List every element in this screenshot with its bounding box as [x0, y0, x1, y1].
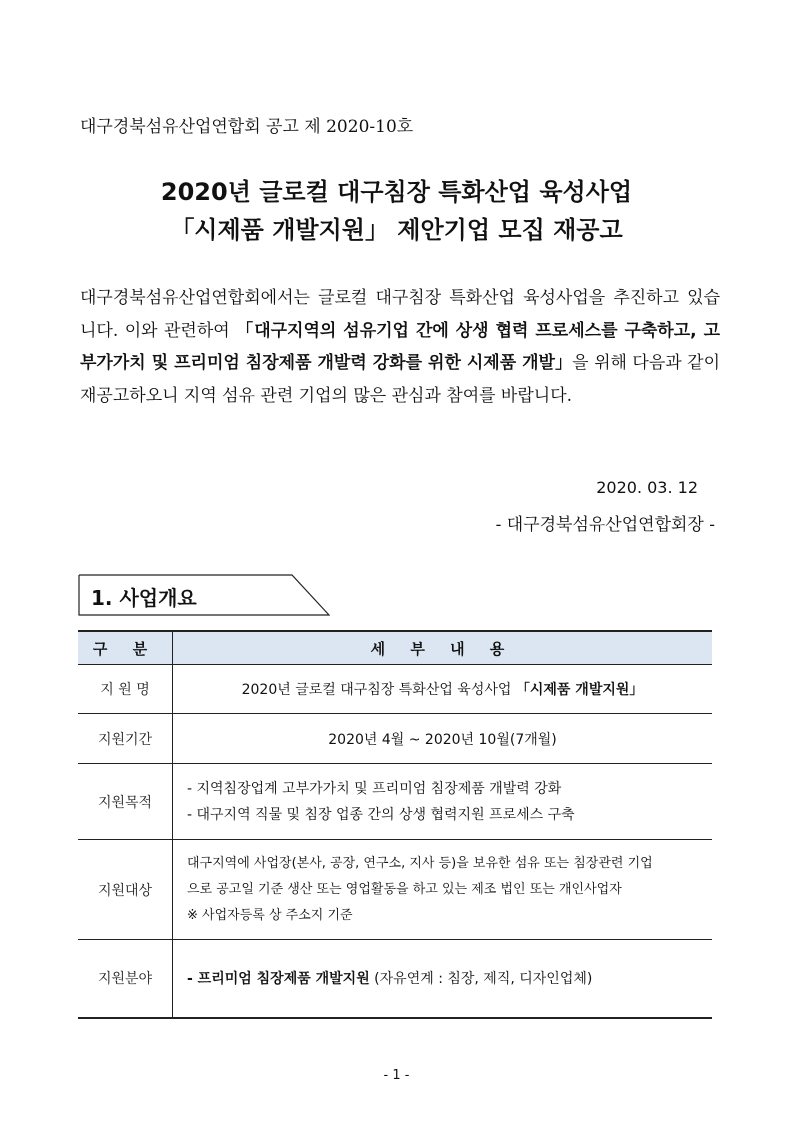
- row-line: 으로 공고일 기준 생산 또는 영업활동을 하고 있는 제조 법인 또는 개인사업자: [187, 881, 622, 897]
- table-header-row: [78, 631, 712, 665]
- table-row: [78, 665, 712, 714]
- document-title: 2020년 글로컬 대구침장 특화산업 육성사업: [160, 178, 633, 206]
- header-category: 구 분: [78, 631, 173, 665]
- table-row: [78, 714, 712, 764]
- section-title: 1. 사업개요: [91, 586, 197, 610]
- document-subtitle: 「시제품 개발지원」 제안기업 모집 재공고: [170, 216, 623, 244]
- row-content: [173, 665, 713, 714]
- row-bold-text: - 프리미엄 침장제품 개발지원: [187, 971, 370, 988]
- row-label: 지원대상: [78, 840, 173, 940]
- table-row: [78, 840, 712, 940]
- row-label: 지 원 명: [78, 665, 173, 714]
- table-row: [78, 764, 712, 840]
- intro-bold: 「대구지역의 섬유기업 간에 상생 협력 프로세스를 구축하고, 고부가가치 및 프리미엄 침장제품 개발력 강화를 위한 시제품 개발」: [80, 320, 721, 373]
- header-details: 세 부 내 용: [173, 631, 713, 665]
- table-row: [78, 940, 712, 1018]
- notice-number: 대구경북섬유산업연합회 공고 제 2020-10호: [80, 117, 414, 137]
- row-content: [173, 840, 713, 940]
- row-label: 지원목적: [78, 764, 173, 840]
- row-text: (자유연계 : 침장, 제직, 디자인업체): [369, 971, 593, 988]
- overview-table: [78, 630, 712, 1019]
- row-label: 지원기간: [78, 714, 173, 764]
- intro-paragraph: [80, 282, 720, 412]
- row-line: - 대구지역 직물 및 침장 업종 간의 상생 협력지원 프로세스 구축: [187, 806, 575, 823]
- row-line: 대구지역에 사업장(본사, 공장, 연구소, 지사 등)을 보유한 섬유 또는 침장관련 기업: [187, 855, 653, 871]
- page-number: - 1 -: [383, 1068, 410, 1083]
- row-bold-text: 「시제품 개발지원」: [515, 682, 644, 698]
- signature: - 대구경북섬유산업연합회장 -: [495, 515, 715, 535]
- row-content: [173, 940, 713, 1018]
- row-content: [173, 764, 713, 840]
- row-text: 2020년 글로컬 대구침장 특화산업 육성사업: [241, 682, 516, 698]
- intro-text-1: 대구경북섬유산업연합회에서는 글로컬 대구침장 특화산업 육성사업을 추진하고 있습니다. 이와 관련하여: [80, 288, 720, 341]
- intro-text-2: 을 위해 다음과 같이 재공고하오니 지역 섬유 관련 기업의 많은 관심과 참여를 바랍니다.: [80, 353, 720, 406]
- notice-date: 2020. 03. 12: [596, 478, 698, 497]
- row-label: 지원분야: [78, 940, 173, 1018]
- row-line: ※ 사업자등록 상 주소지 기준: [187, 907, 353, 923]
- row-line: - 지역침장업계 고부가가치 및 프리미엄 침장제품 개발력 강화: [187, 780, 562, 797]
- section-heading: [78, 574, 330, 616]
- row-content: 2020년 4월 ~ 2020년 10월(7개월): [173, 714, 713, 764]
